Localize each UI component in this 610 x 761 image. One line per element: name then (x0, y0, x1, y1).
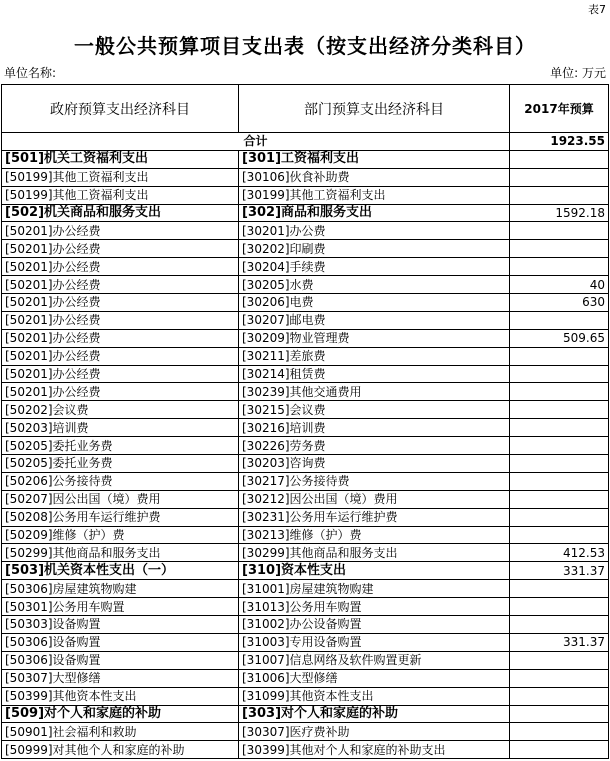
cell-value (510, 455, 609, 473)
cell-gov: [50999]对其他个人和家庭的补助 (2, 741, 239, 759)
page-title: 一般公共预算项目支出表（按支出经济分类科目） (74, 34, 536, 58)
table-row (2, 687, 609, 705)
cell-value (510, 383, 609, 401)
cell-gov: [50399]其他资本性支出 (2, 687, 239, 705)
table-row (2, 490, 609, 508)
table-row (2, 419, 609, 437)
unit-label: 单位: 万元 (550, 66, 606, 80)
table-row (2, 562, 609, 580)
cell-value (510, 490, 609, 508)
cell-gov: [50201]办公经费 (2, 311, 239, 329)
total-label: 合计 (2, 133, 510, 151)
cell-gov: [50201]办公经费 (2, 276, 239, 294)
cell-dept: [30106]伙食补助费 (239, 168, 510, 186)
cell-dept: [31007]信息网络及软件购置更新 (239, 651, 510, 669)
cell-gov: [50306]设备购置 (2, 633, 239, 651)
cell-gov: [50201]办公经费 (2, 294, 239, 312)
table-row (2, 276, 609, 294)
cell-value: 40 (510, 276, 609, 294)
cell-gov: [50201]办公经费 (2, 365, 239, 383)
cell-gov: [50205]委托业务费 (2, 437, 239, 455)
cell-gov: [50201]办公经费 (2, 347, 239, 365)
header-row (2, 85, 609, 133)
table-row (2, 258, 609, 276)
table-row (2, 150, 609, 168)
cell-dept: [30299]其他商品和服务支出 (239, 544, 510, 562)
cell-value (510, 311, 609, 329)
cell-dept: [30215]会议费 (239, 401, 510, 419)
table-row (2, 347, 609, 365)
table-row (2, 204, 609, 222)
total-row (2, 133, 609, 151)
cell-gov: [501]机关工资福利支出 (2, 150, 239, 168)
cell-value: 630 (510, 294, 609, 312)
cell-dept: [31013]公务用车购置 (239, 598, 510, 616)
cell-dept: [30239]其他交通费用 (239, 383, 510, 401)
cell-gov: [50301]公务用车购置 (2, 598, 239, 616)
cell-gov: [50199]其他工资福利支出 (2, 168, 239, 186)
cell-value (510, 347, 609, 365)
cell-value (510, 401, 609, 419)
table-row (2, 705, 609, 723)
table-row (2, 508, 609, 526)
cell-value (510, 526, 609, 544)
cell-gov: [50208]公务用车运行维护费 (2, 508, 239, 526)
table-row (2, 383, 609, 401)
cell-dept: [30211]差旅费 (239, 347, 510, 365)
cell-value (510, 580, 609, 598)
cell-dept: [30217]公务接待费 (239, 472, 510, 490)
cell-gov: [50201]办公经费 (2, 258, 239, 276)
table-row (2, 240, 609, 258)
cell-gov: [50303]设备购置 (2, 616, 239, 634)
cell-gov: [50207]因公出国（境）费用 (2, 490, 239, 508)
table-row (2, 580, 609, 598)
header-dept: 部门预算支出经济科目 (239, 85, 510, 133)
cell-dept: [30226]劳务费 (239, 437, 510, 455)
cell-value (510, 687, 609, 705)
cell-dept: [30399]其他对个人和家庭的补助支出 (239, 741, 510, 759)
cell-gov: [50201]办公经费 (2, 383, 239, 401)
cell-dept: [303]对个人和家庭的补助 (239, 705, 510, 723)
cell-dept: [30213]维修（护）费 (239, 526, 510, 544)
cell-dept: [301]工资福利支出 (239, 150, 510, 168)
table-row (2, 526, 609, 544)
table-row (2, 186, 609, 204)
table-row (2, 437, 609, 455)
table-row (2, 616, 609, 634)
cell-gov: [50307]大型修缮 (2, 669, 239, 687)
cell-value (510, 222, 609, 240)
cell-value: 412.53 (510, 544, 609, 562)
header-gov: 政府预算支出经济科目 (2, 85, 239, 133)
cell-dept: [302]商品和服务支出 (239, 204, 510, 222)
cell-dept: [31002]办公设备购置 (239, 616, 510, 634)
cell-gov: [50306]房屋建筑物购建 (2, 580, 239, 598)
table-row (2, 472, 609, 490)
cell-dept: [30207]邮电费 (239, 311, 510, 329)
cell-value (510, 598, 609, 616)
cell-value (510, 365, 609, 383)
cell-value (510, 669, 609, 687)
table-row (2, 651, 609, 669)
cell-value (510, 616, 609, 634)
cell-value (510, 168, 609, 186)
cell-value: 1592.18 (510, 204, 609, 222)
cell-dept: [30216]培训费 (239, 419, 510, 437)
budget-table (1, 84, 609, 759)
cell-gov: [50901]社会福利和救助 (2, 723, 239, 741)
cell-value (510, 186, 609, 204)
cell-dept: [30209]物业管理费 (239, 329, 510, 347)
table-row (2, 723, 609, 741)
cell-value (510, 437, 609, 455)
cell-dept: [31006]大型修缮 (239, 669, 510, 687)
cell-gov: [50206]公务接待费 (2, 472, 239, 490)
cell-gov: [50202]会议费 (2, 401, 239, 419)
cell-dept: [30307]医疗费补助 (239, 723, 510, 741)
table-row (2, 222, 609, 240)
cell-value (510, 472, 609, 490)
cell-gov: [502]机关商品和服务支出 (2, 204, 239, 222)
cell-value (510, 705, 609, 723)
cell-gov: [50299]其他商品和服务支出 (2, 544, 239, 562)
cell-dept: [31003]专用设备购置 (239, 633, 510, 651)
cell-dept: [30205]水费 (239, 276, 510, 294)
cell-gov: [50203]培训费 (2, 419, 239, 437)
cell-dept: [30203]咨询费 (239, 455, 510, 473)
cell-dept: [30212]因公出国（境）费用 (239, 490, 510, 508)
table-row (2, 311, 609, 329)
page-tag: 表7 (588, 3, 606, 16)
cell-dept: [31001]房屋建筑物购建 (239, 580, 510, 598)
table-row (2, 329, 609, 347)
cell-value (510, 419, 609, 437)
cell-value (510, 508, 609, 526)
cell-gov: [50201]办公经费 (2, 222, 239, 240)
header-year: 2017年预算 (510, 85, 609, 133)
unit-name-label: 单位名称: (4, 66, 57, 80)
cell-gov: [503]机关资本性支出（一） (2, 562, 239, 580)
table-row (2, 544, 609, 562)
table-row (2, 365, 609, 383)
cell-dept: [30214]租赁费 (239, 365, 510, 383)
cell-value (510, 240, 609, 258)
table-row (2, 669, 609, 687)
cell-dept: [30201]办公费 (239, 222, 510, 240)
cell-value (510, 651, 609, 669)
cell-value: 331.37 (510, 633, 609, 651)
cell-dept: [310]资本性支出 (239, 562, 510, 580)
table-row (2, 633, 609, 651)
cell-gov: [50201]办公经费 (2, 329, 239, 347)
table-row (2, 455, 609, 473)
table-row (2, 294, 609, 312)
cell-dept: [31099]其他资本性支出 (239, 687, 510, 705)
cell-gov: [50199]其他工资福利支出 (2, 186, 239, 204)
cell-dept: [30204]手续费 (239, 258, 510, 276)
table-row (2, 401, 609, 419)
cell-dept: [30206]电费 (239, 294, 510, 312)
cell-value: 331.37 (510, 562, 609, 580)
cell-value (510, 258, 609, 276)
cell-dept: [30231]公务用车运行维护费 (239, 508, 510, 526)
cell-value (510, 150, 609, 168)
cell-value: 509.65 (510, 329, 609, 347)
cell-gov: [50205]委托业务费 (2, 455, 239, 473)
table-row (2, 168, 609, 186)
cell-gov: [50306]设备购置 (2, 651, 239, 669)
table-row (2, 741, 609, 759)
cell-gov: [50209]维修（护）费 (2, 526, 239, 544)
total-value: 1923.55 (510, 133, 609, 151)
cell-dept: [30202]印刷费 (239, 240, 510, 258)
cell-dept: [30199]其他工资福利支出 (239, 186, 510, 204)
cell-gov: [509]对个人和家庭的补助 (2, 705, 239, 723)
cell-gov: [50201]办公经费 (2, 240, 239, 258)
table-row (2, 598, 609, 616)
cell-value (510, 741, 609, 759)
cell-value (510, 723, 609, 741)
